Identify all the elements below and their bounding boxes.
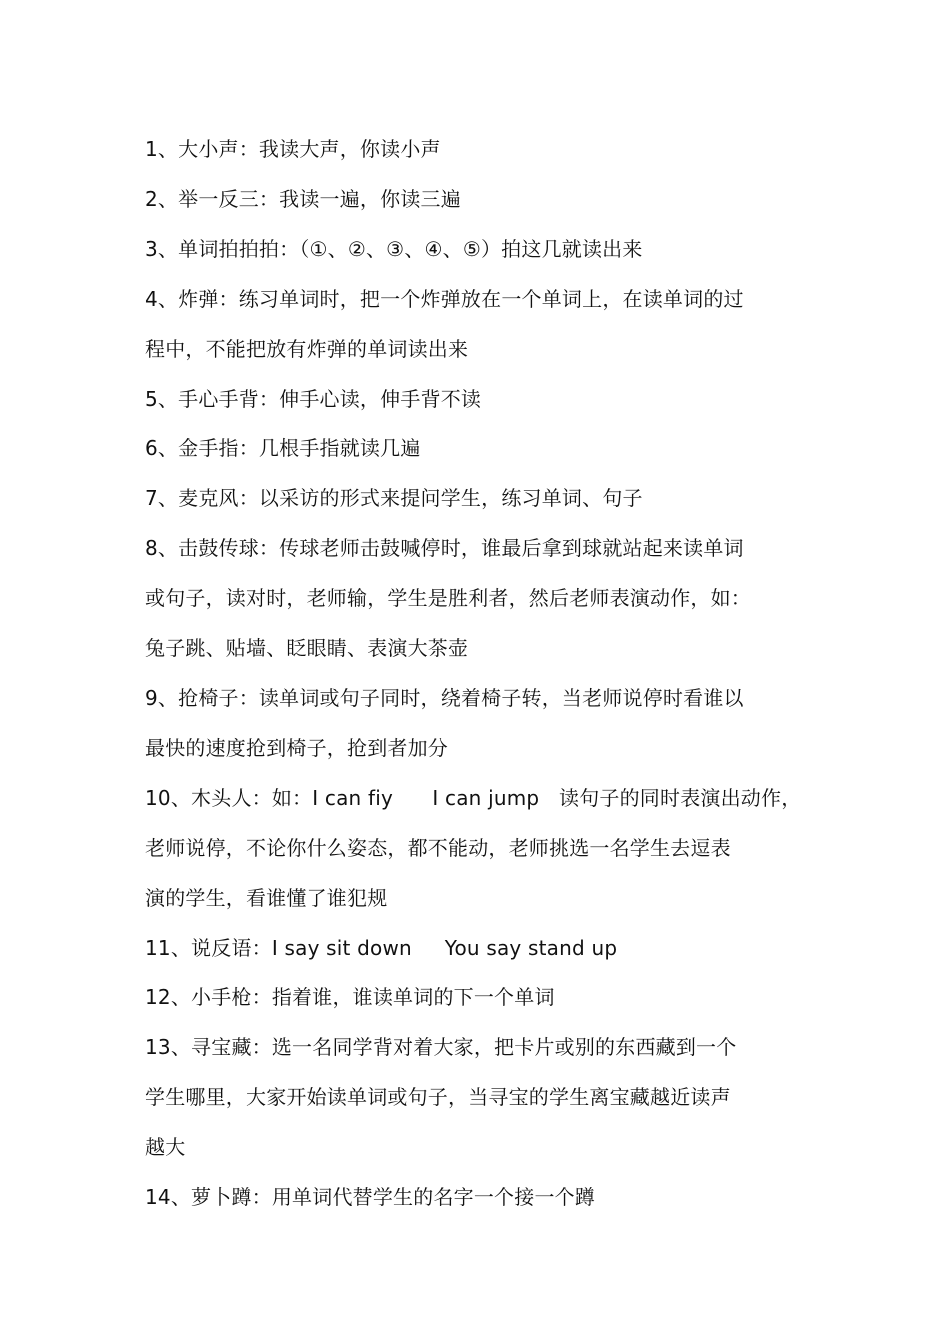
list-item: [145, 424, 835, 474]
text-line: 8、击鼓传球：传球老师击鼓喊停时，谁最后拿到球就站起来读单词: [145, 536, 744, 561]
text-line: 最快的速度抢到椅子，抢到者加分: [145, 735, 448, 760]
text-line: 7、麦克风：以采访的形式来提问学生，练习单词、句子: [145, 486, 643, 511]
list-item: [145, 175, 835, 225]
list-item: [145, 225, 835, 275]
text-line: 学生哪里，大家开始读单词或句子，当寻宝的学生离宝藏越近读声: [145, 1085, 731, 1110]
text-line: 14、萝卜蹲：用单词代替学生的名字一个接一个蹲: [145, 1185, 596, 1210]
text-line: 兔子跳、贴墙、眨眼睛、表演大茶壶: [145, 636, 469, 661]
list-item: [145, 924, 835, 974]
text-line: 13、寻宝藏：选一名同学背对着大家，把卡片或别的东西藏到一个: [145, 1035, 737, 1060]
text-line: 老师说停，不论你什么姿态，都不能动，老师挑选一名学生去逗表: [145, 835, 731, 860]
list-item: [145, 674, 835, 774]
text-line: 10、木头人：如：I can fiy I can jump 读句子的同时表演出动作，: [145, 785, 802, 810]
text-line: 9、抢椅子：读单词或句子同时，绕着椅子转，当老师说停时看谁以: [145, 685, 744, 710]
list-item: [145, 375, 835, 425]
text-line: 程中，不能把放有炸弹的单词读出来: [145, 336, 469, 361]
text-line: 6、金手指：几根手指就读几遍: [145, 436, 421, 461]
list-item: [145, 1173, 835, 1223]
text-line: 或句子，读对时，老师输，学生是胜利者，然后老师表演动作，如：: [145, 586, 751, 611]
text-line: 12、小手枪：指着谁，谁读单词的下一个单词: [145, 985, 555, 1010]
list-item: [145, 524, 835, 674]
list-item: [145, 973, 835, 1023]
text-line: 3、单词拍拍拍：（①、②、③、④、⑤）拍这几就读出来: [145, 236, 643, 261]
text-line: 4、炸弹：练习单词时，把一个炸弹放在一个单词上，在读单词的过: [145, 286, 744, 311]
list-item: [145, 275, 835, 375]
list-item: [145, 474, 835, 524]
text-line: 11、说反语：I say sit down You say stand up: [145, 935, 618, 960]
document-body: [145, 125, 835, 1223]
text-line: 5、手心手背：伸手心读，伸手背不读: [145, 386, 482, 411]
text-line: 演的学生，看谁懂了谁犯规: [145, 885, 388, 910]
text-line: 越大: [145, 1135, 186, 1160]
text-line: 2、举一反三：我读一遍，你读三遍: [145, 186, 461, 211]
text-line: 1、大小声：我读大声，你读小声: [145, 137, 441, 161]
list-item: [145, 125, 835, 175]
list-item: [145, 1023, 835, 1173]
list-item: [145, 774, 835, 924]
